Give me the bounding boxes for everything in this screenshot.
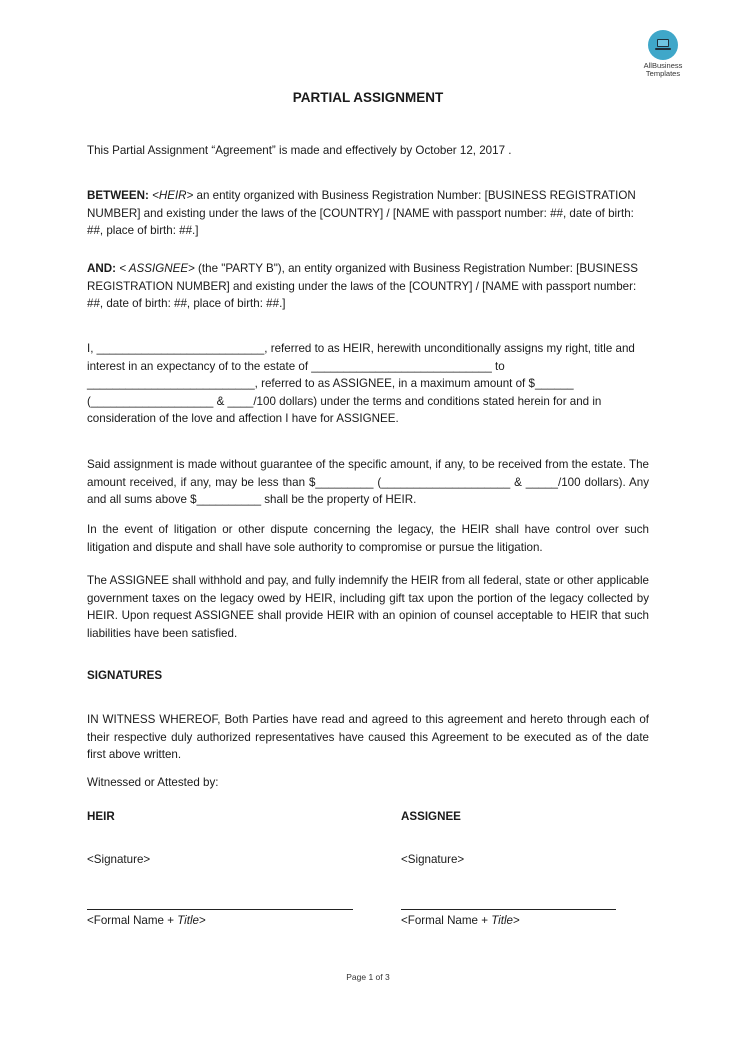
litigation-paragraph: In the event of litigation or other dispute concerning the legacy, the HEIR shall have control over such litigation and dispute and shall have sole authority to compromise or pursue the litigation. xyxy=(87,523,649,554)
page-number: Page 1 of 3 xyxy=(346,972,390,982)
logo-line-2: Templates xyxy=(645,69,681,78)
and-party: < ASSIGNEE> xyxy=(119,262,195,275)
laptop-icon xyxy=(648,30,678,60)
logo-line-1: AllBusiness xyxy=(643,61,683,70)
between-paragraph xyxy=(87,187,649,240)
heir-label: HEIR xyxy=(87,810,115,823)
heir-name-prefix: <Formal Name + xyxy=(87,914,178,927)
attested-label: Witnessed or Attested by: xyxy=(87,776,219,789)
assignment-paragraph: I, __________________________, referred to as HEIR, herewith unconditionally assigns my right, title and interest in an expectancy of to the estate of ____________________________ to __________________________, referred to as ASSIGNEE, in a maximum amount of $______ (___________________ & ____/100 dollars) under the terms and conditions stated herein for and in consideration of the love and affection I have for ASSIGNEE. xyxy=(87,342,635,426)
assignee-formal-name xyxy=(401,912,621,930)
heir-signature-placeholder: <Signature> xyxy=(87,853,151,866)
indemnify-paragraph: The ASSIGNEE shall withhold and pay, and fully indemnify the HEIR from all federal, state or other applicable government taxes on the legacy owed by HEIR, including gift tax upon the portion of the legacy collected by HEIR. Upon request ASSIGNEE shall provide HEIR with an opinion of counsel acceptable to HEIR that such liabilities have been satisfied. xyxy=(87,574,649,640)
assignee-signature-placeholder: <Signature> xyxy=(401,853,465,866)
intro-paragraph: This Partial Assignment “Agreement” is made and effectively by October 12, 2017 . xyxy=(87,144,512,157)
heir-formal-name xyxy=(87,912,347,930)
heir-signature-line xyxy=(87,909,353,910)
assignee-name-prefix: <Formal Name + xyxy=(401,914,492,927)
heir-name-title: Title xyxy=(177,914,200,927)
between-label: BETWEEN: xyxy=(87,189,149,202)
signatures-heading: SIGNATURES xyxy=(87,669,163,682)
heir-name-suffix: > xyxy=(199,914,206,927)
assignee-label: ASSIGNEE xyxy=(401,810,461,823)
guarantee-paragraph: Said assignment is made without guarantee of the specific amount, if any, to be received from the estate. The amount received, if any, may be less than $_________ (____________________ & _____/100 dollars). Any and all sums above $__________ shall be the property of HEIR. xyxy=(87,458,649,507)
assignee-name-title: Title xyxy=(491,914,514,927)
logo xyxy=(637,30,689,78)
and-label: AND: xyxy=(87,262,116,275)
between-text: an entity organized with Business Registration Number: [BUSINESS REGISTRATION NUMBER] and existing under the laws of the [COUNTRY] / [NAME with passport number: ##, date of birth: ##, place of birth: ##.] xyxy=(87,189,636,238)
between-party: <HEIR> xyxy=(152,189,194,202)
and-text: (the "PARTY B"), an entity organized with Business Registration Number: [BUSINESS REGISTRATION NUMBER] and existing under the laws of the [COUNTRY] / [NAME with passport number: ##, date of birth: ##, place of birth: ##.] xyxy=(87,262,639,311)
assignee-name-suffix: > xyxy=(513,914,520,927)
and-paragraph xyxy=(87,260,649,313)
assignee-signature-line xyxy=(401,909,616,910)
page-title: PARTIAL ASSIGNMENT xyxy=(292,90,444,105)
witness-paragraph: IN WITNESS WHEREOF, Both Parties have read and agreed to this agreement and hereto through each of their respective duly authorized representatives have caused this Agreement to be executed as of the date first above written. xyxy=(87,713,649,762)
